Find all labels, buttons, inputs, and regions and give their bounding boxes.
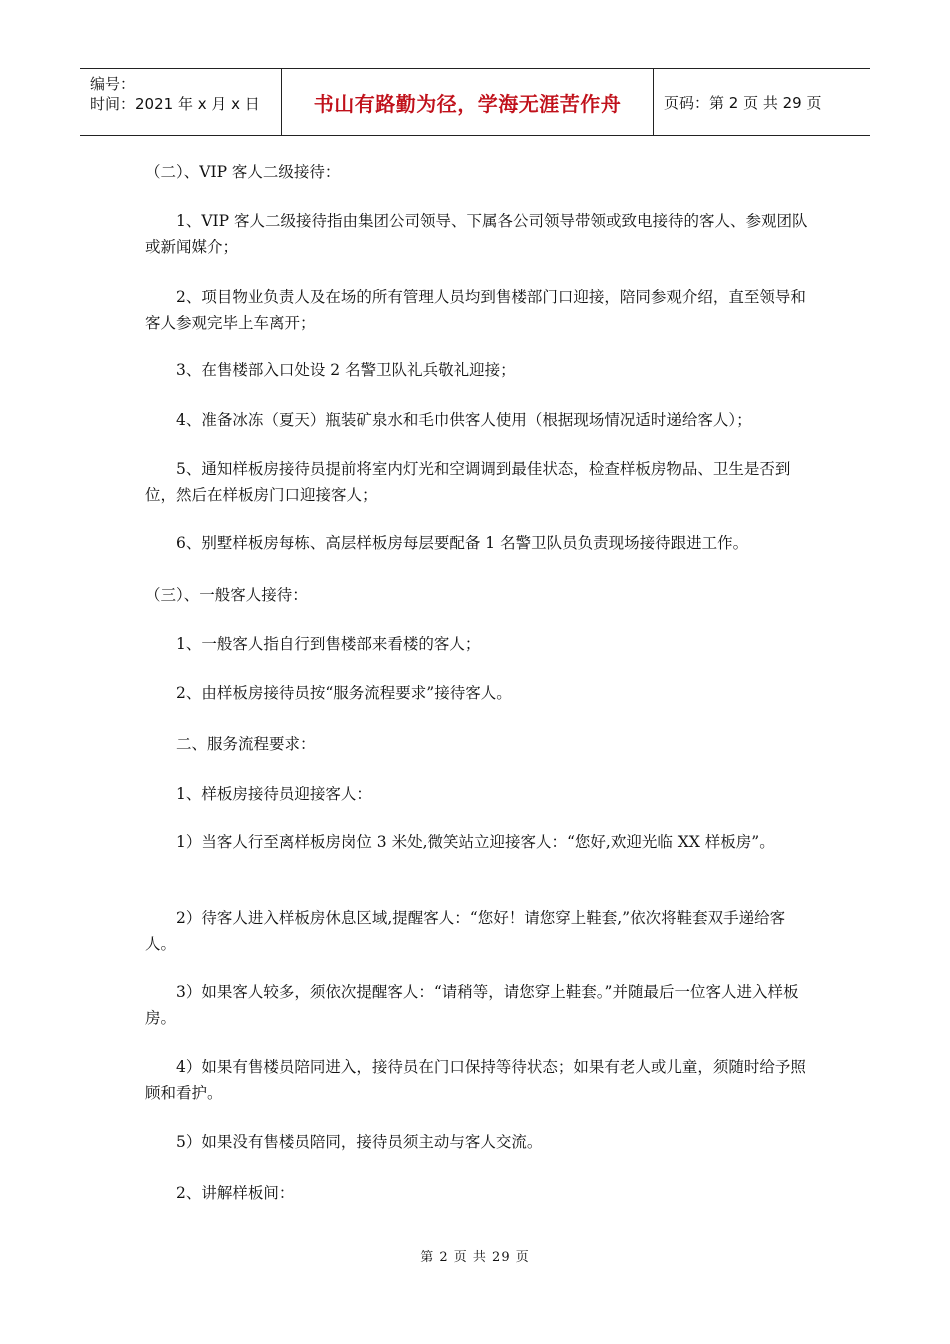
- header-page-info: 页码：第 2 页 共 29 页: [664, 93, 822, 112]
- paragraph: 1、VIP 客人二级接待指由集团公司领导、下属各公司领导带领或致电接待的客人、参观团队或新闻媒介；: [145, 212, 808, 256]
- paragraph: 5、通知样板房接待员提前将室内灯光和空调调到最佳状态，检查样板房物品、卫生是否到位，然后在样板房门口迎接客人；: [145, 460, 791, 504]
- section-heading: 二、服务流程要求：: [145, 735, 316, 753]
- section-heading: （二）、VIP 客人二级接待：: [145, 163, 341, 181]
- paragraph: 1）当客人行至离样板房岗位 3 米处,微笑站立迎接客人：“您好,欢迎光临 XX 样板房”。: [145, 833, 775, 851]
- paragraph: 3、在售楼部入口处设 2 名警卫队礼兵敬礼迎接；: [145, 361, 516, 379]
- paragraph: 2、讲解样板间：: [145, 1184, 295, 1202]
- paragraph: 4）如果有售楼员陪同进入，接待员在门口保持等待状态；如果有老人或儿童，须随时给予照顾和看护。: [145, 1058, 806, 1102]
- paragraph: 2）待客人进入样板房休息区域,提醒客人：“您好！请您穿上鞋套,”依次将鞋套双手递给客人。: [145, 909, 786, 953]
- header-page-cell: [654, 69, 870, 135]
- document-date-label: 时间：2021 年 x 月 x 日: [90, 95, 260, 113]
- paragraph: 2、由样板房接待员按“服务流程要求”接待客人。: [145, 684, 512, 702]
- paragraph: 2、项目物业负责人及在场的所有管理人员均到售楼部门口迎接，陪同参观介绍，直至领导和客人参观完毕上车离开；: [145, 288, 806, 332]
- paragraph: 5）如果没有售楼员陪同，接待员须主动与客人交流。: [145, 1133, 543, 1151]
- header-motto: 书山有路勤为径，学海无涯苦作舟: [313, 91, 622, 116]
- section-heading: （三）、一般客人接待：: [145, 586, 308, 604]
- header-motto-cell: [282, 69, 654, 135]
- paragraph: 4、准备冰冻（夏天）瓶装矿泉水和毛巾供客人使用（根据现场情况适时递给客人）；: [145, 411, 752, 429]
- paragraph: 6、别墅样板房每栋、高层样板房每层要配备 1 名警卫队员负责现场接待跟进工作。: [145, 534, 749, 552]
- paragraph: 1、一般客人指自行到售楼部来看楼的客人；: [145, 635, 481, 653]
- header-meta-cell: [80, 69, 282, 135]
- document-header: [80, 68, 870, 136]
- paragraph: 1、样板房接待员迎接客人：: [145, 785, 372, 803]
- document-number-label: 编号：: [90, 75, 136, 93]
- page-footer: 第 2 页 共 29 页: [420, 1250, 530, 1265]
- paragraph: 3）如果客人较多，须依次提醒客人：“请稍等，请您穿上鞋套。”并随最后一位客人进入样板房。: [145, 983, 799, 1027]
